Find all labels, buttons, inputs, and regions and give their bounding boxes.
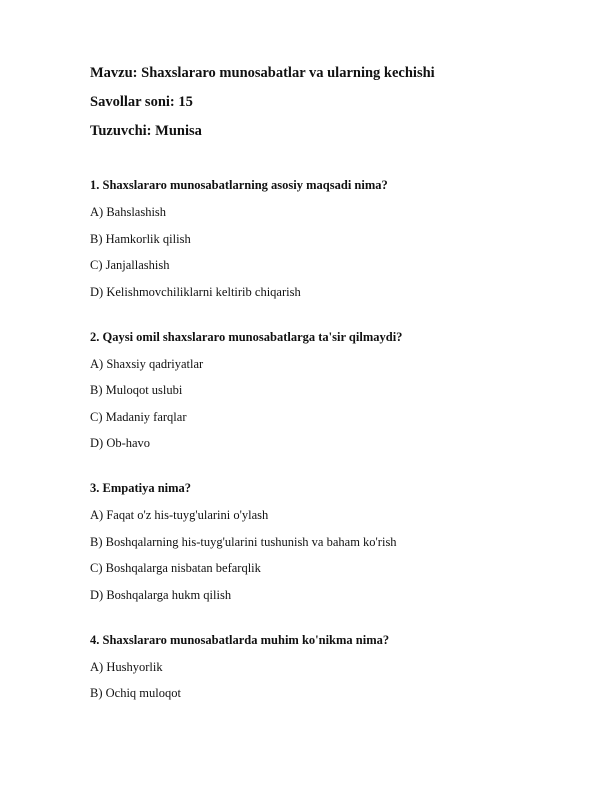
question-title: 4. Shaxslararo munosabatlarda muhim ko'nikma nima? — [90, 632, 390, 647]
answer-option: C) Madaniy farqlar — [90, 409, 187, 424]
answer-option: A) Faqat o'z his-tuyg'ularini o'ylash — [90, 508, 269, 522]
answer-option: B) Muloqot uslubi — [90, 383, 183, 397]
answer-option: A) Shaxsiy qadriyatlar — [90, 356, 204, 371]
answer-option: B) Hamkorlik qilish — [90, 231, 191, 246]
answer-option: A) Bahslashish — [90, 205, 167, 219]
author-line: Tuzuvchi: Munisa — [90, 123, 202, 139]
answer-option: A) Hushyorlik — [90, 659, 163, 674]
answer-option: C) Boshqalarga nisbatan befarqlik — [90, 561, 261, 575]
question-title: 2. Qaysi omil shaxslararo munosabatlarga ta'sir qilmaydi? — [90, 329, 403, 344]
question-2 — [90, 329, 570, 452]
question-1 — [90, 177, 570, 300]
answer-option: C) Janjallashish — [90, 258, 170, 272]
question-list — [90, 177, 570, 730]
answer-option: B) Boshqalarning his-tuyg'ularini tushunish va baham ko'rish — [90, 534, 397, 549]
answer-option: D) Kelishmovchiliklarni keltirib chiqarish — [90, 284, 301, 299]
question-title: 1. Shaxslararo munosabatlarning asosiy maqsadi nima? — [90, 178, 388, 192]
answer-option: D) Ob-havo — [90, 436, 151, 450]
question-3 — [90, 480, 570, 603]
topic-title: Mavzu: Shaxslararo munosabatlar va ularning kechishi — [90, 65, 435, 81]
question-title: 3. Empatiya nima? — [90, 481, 192, 495]
question-4 — [90, 632, 570, 702]
document-header — [90, 64, 560, 151]
answer-option: D) Boshqalarga hukm qilish — [90, 587, 232, 602]
question-count: Savollar soni: 15 — [90, 94, 193, 110]
answer-option: B) Ochiq muloqot — [90, 686, 181, 700]
